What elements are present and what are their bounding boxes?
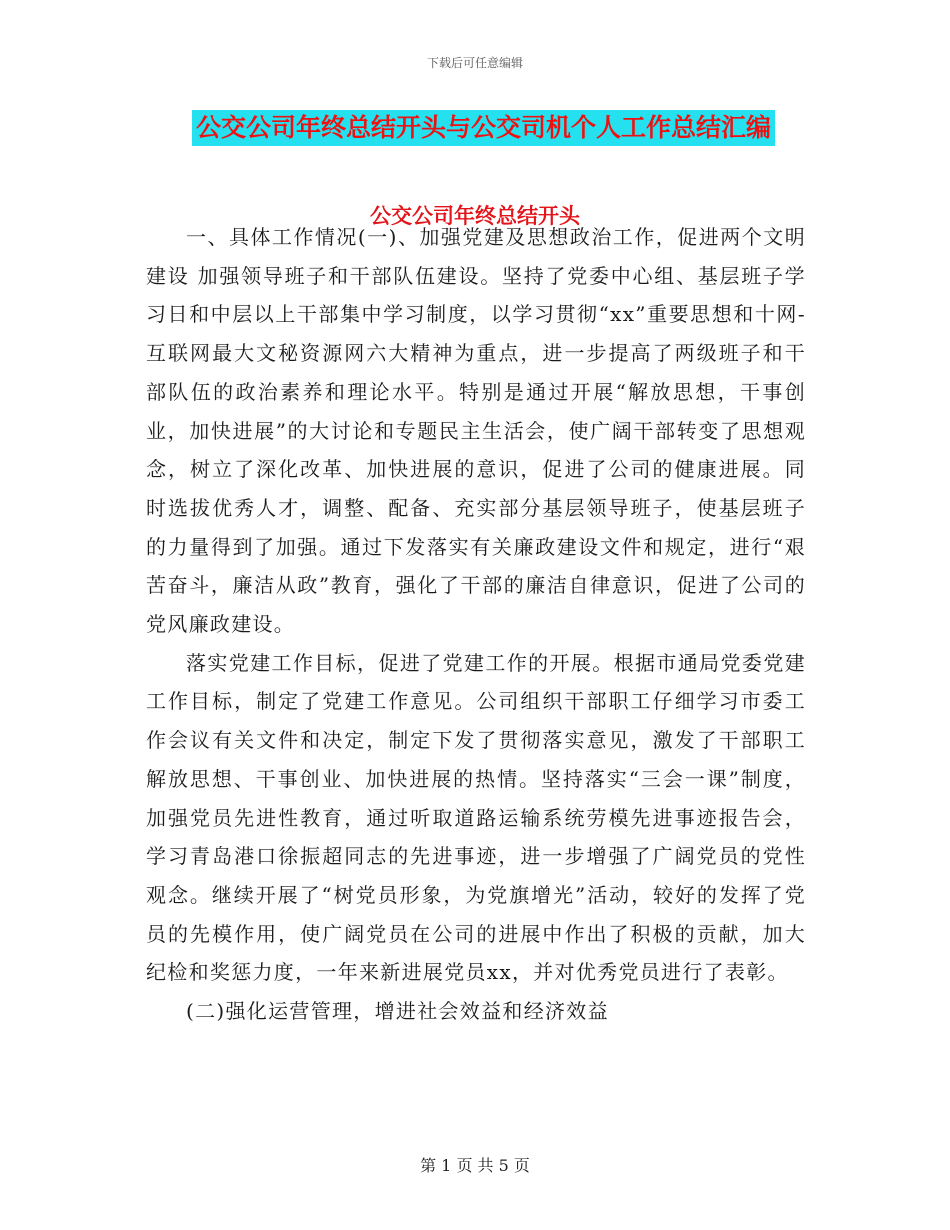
document-title: 公交公司年终总结开头与公交司机个人工作总结汇编 [192, 110, 775, 146]
paragraph: 落实党建工作目标，促进了党建工作的开展。根据市通局党委党建工作目标，制定了党建工作意见。公司组织干部职工仔细学习市委工作会议有关文件和决定，制定下发了贯彻落实意见，激发了干部职工解放思想、干事创业、加快进展的热情。坚持落实“三会一课”制度，加强党员先进性教育，通过听取道路运输系统劳模先进事迹报告会，学习青岛港口徐振超同志的先进事迹，进一步增强了广阔党员的党性观念。继续开展了“树党员形象，为党旗增光”活动，较好的发挥了党员的先模作用，使广阔党员在公司的进展中作出了积极的贡献，加大纪检和奖惩力度，一年来新进展党员xx，并对优秀党员进行了表彰。 [146, 650, 806, 985]
section-title: 公交公司年终总结开头 [370, 204, 580, 228]
header-note: 下载后可任意编辑 [426, 56, 523, 70]
document-body [146, 218, 806, 1031]
page-number: 第 1 页 共 5 页 [420, 1156, 530, 1175]
paragraph: 一、具体工作情况(一)、加强党建及思想政治工作，促进两个文明建设 加强领导班子和干部队伍建设。坚持了党委中心组、基层班子学习日和中层以上干部集中学习制度，以学习贯彻“xx”重要思想和十网-互联网最大文秘资源网六大精神为重点，进一步提高了两级班子和干部队伍的政治素养和理论水平。特别是通过开展“解放思想，干事创业，加快进展”的大讨论和专题民主生活会，使广阔干部转变了思想观念，树立了深化改革、加快进展的意识，促进了公司的健康进展。同时选拔优秀人才，调整、配备、充实部分基层领导班子，使基层班子的力量得到了加强。通过下发落实有关廉政建设文件和规定，进行“艰苦奋斗，廉洁从政”教育，强化了干部的廉洁自律意识，促进了公司的党风廉政建设。 [146, 225, 806, 637]
paragraph: (二)强化运营管理，增进社会效益和经济效益 [186, 999, 609, 1024]
